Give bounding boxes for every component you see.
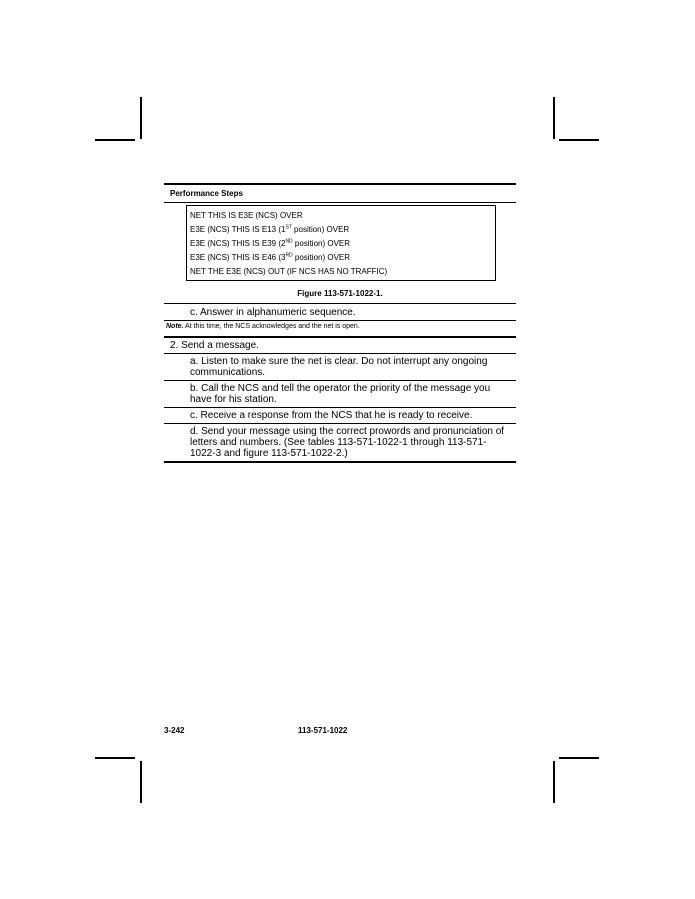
crop-mark-top-left-v — [140, 97, 142, 139]
crop-mark-top-right-h — [559, 139, 599, 141]
figure-caption: Figure 113-571-1022-1. — [297, 289, 383, 298]
step-2a: a. Listen to make sure the net is clear. Do not interrupt any ongoing communications. — [190, 356, 488, 378]
top-rule — [164, 183, 516, 185]
document-number: 113-571-1022 — [298, 726, 348, 735]
step-2: 2. Send a message. — [170, 340, 259, 351]
step-2d: d. Send your message using the correct prowords and pronunciation of letters and numbers. (See tables 113-571-1022-1 through 113-571-1022-3 and figure 113-571-1022-2.) — [190, 426, 505, 459]
step-rule — [164, 380, 516, 381]
note-label: Note. — [166, 323, 184, 330]
note — [166, 323, 360, 330]
step-rule — [164, 407, 516, 408]
note-text: At this time, the NCS acknowledges and the net is open. — [183, 323, 360, 330]
step-2c: c. Receive a response from the NCS that he is ready to receive. — [190, 410, 473, 421]
step-rule — [164, 353, 516, 354]
note-rule — [164, 336, 516, 338]
crop-mark-top-right-v — [553, 97, 555, 139]
box-line: E3E (NCS) THIS IS E46 (3RD position) OVER — [190, 252, 351, 262]
crop-mark-bottom-right-v — [553, 761, 555, 803]
box-line: NET THIS IS E3E (NCS) OVER — [190, 211, 303, 220]
section-heading: Performance Steps — [170, 189, 243, 198]
crop-mark-bottom-left-h — [95, 757, 135, 759]
step-c-answer: c. Answer in alphanumeric sequence. — [190, 307, 356, 318]
crop-mark-top-left-h — [95, 139, 135, 141]
step-rule — [164, 423, 516, 424]
bottom-rule — [164, 461, 516, 463]
caption-rule — [164, 303, 516, 304]
step-2b: b. Call the NCS and tell the operator the priority of the message you have for his station. — [190, 383, 491, 405]
box-line: E3E (NCS) THIS IS E13 (1ST position) OVER — [190, 224, 350, 234]
box-line: E3E (NCS) THIS IS E39 (2ND position) OVER — [190, 238, 351, 248]
crop-mark-bottom-right-h — [559, 757, 599, 759]
step-rule — [164, 320, 516, 321]
page-number: 3-242 — [164, 726, 185, 735]
heading-rule — [164, 202, 516, 203]
box-line: NET THE E3E (NCS) OUT (IF NCS HAS NO TRAFFIC) — [190, 267, 388, 276]
crop-mark-bottom-left-v — [140, 761, 142, 803]
radio-procedure-box — [186, 205, 496, 281]
